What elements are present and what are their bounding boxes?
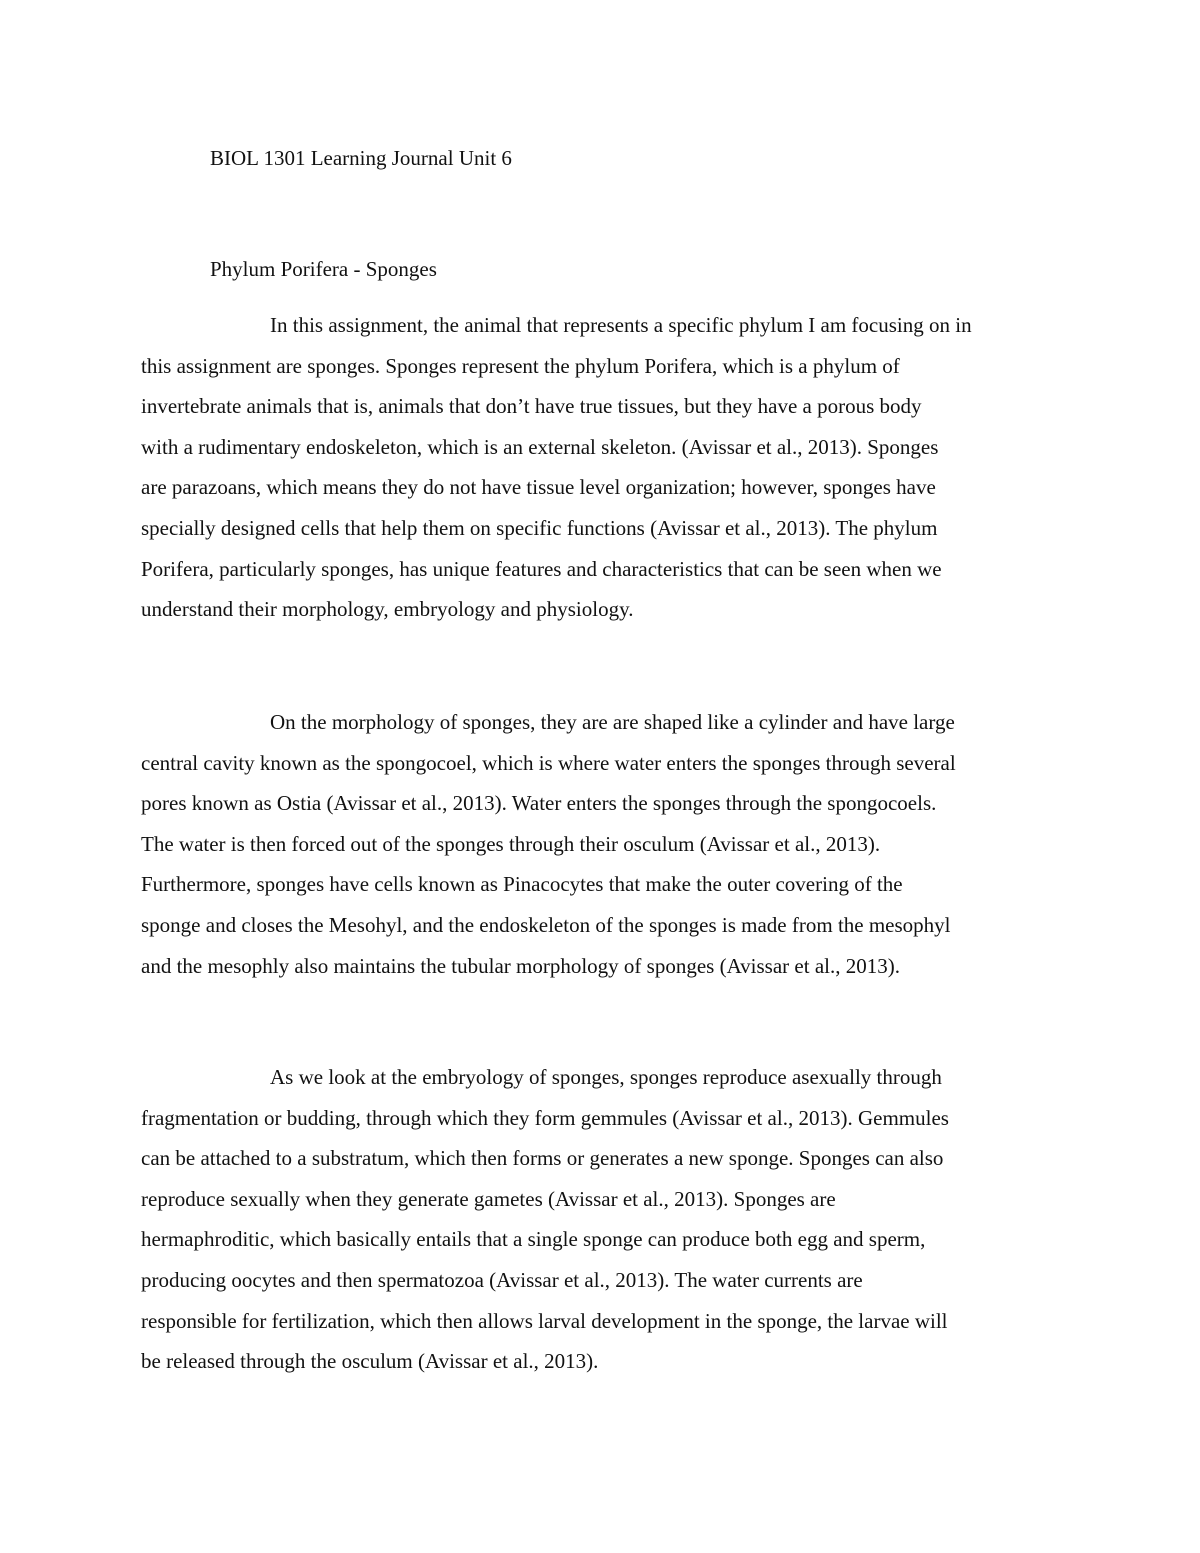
paragraph-line: In this assignment, the animal that represents a specific phylum I am focusing on in	[270, 313, 972, 337]
paragraph-line: and the mesophly also maintains the tubular morphology of sponges (Avissar et al., 2013).	[141, 953, 900, 978]
document-title: BIOL 1301 Learning Journal Unit 6	[210, 146, 512, 170]
document-subtitle: Phylum Porifera - Sponges	[210, 257, 437, 281]
paragraph-line: hermaphroditic, which basically entails that a single sponge can produce both egg and sperm,	[141, 1227, 926, 1252]
paragraph-morphology	[141, 702, 1061, 986]
paragraph-line: Porifera, particularly sponges, has unique features and characteristics that can be seen when we	[141, 556, 942, 581]
paragraph-line: The water is then forced out of the sponges through their osculum (Avissar et al., 2013).	[141, 831, 881, 856]
paragraph-line: On the morphology of sponges, they are are shaped like a cylinder and have large	[270, 710, 955, 734]
paragraph-line: sponge and closes the Mesohyl, and the endoskeleton of the sponges is made from the mesophyl	[141, 912, 951, 937]
paragraph-line: understand their morphology, embryology and physiology.	[141, 597, 634, 622]
paragraph-line: pores known as Ostia (Avissar et al., 2013). Water enters the sponges through the spongocoels.	[141, 791, 937, 816]
paragraph-line: central cavity known as the spongocoel, which is where water enters the sponges through several	[141, 750, 956, 775]
paragraph-introduction	[141, 305, 1061, 630]
paragraph-line: can be attached to a substratum, which then forms or generates a new sponge. Sponges can also	[141, 1146, 944, 1171]
paragraph-line: producing oocytes and then spermatozoa (Avissar et al., 2013). The water currents are	[141, 1267, 863, 1292]
paragraph-line: responsible for fertilization, which then allows larval development in the sponge, the larvae will	[141, 1308, 948, 1333]
paragraph-line: invertebrate animals that is, animals that don’t have true tissues, but they have a porous body	[141, 394, 922, 419]
paragraph-line: be released through the osculum (Avissar et al., 2013).	[141, 1349, 599, 1374]
paragraph-line: fragmentation or budding, through which they form gemmules (Avissar et al., 2013). Gemmules	[141, 1105, 949, 1130]
paragraph-line: specially designed cells that help them on specific functions (Avissar et al., 2013). The phylum	[141, 515, 938, 540]
paragraph-embryology	[141, 1057, 1061, 1382]
paragraph-line: reproduce sexually when they generate gametes (Avissar et al., 2013). Sponges are	[141, 1186, 836, 1211]
paragraph-line: Furthermore, sponges have cells known as Pinacocytes that make the outer covering of the	[141, 872, 903, 897]
paragraph-line: As we look at the embryology of sponges, sponges reproduce asexually through	[270, 1065, 942, 1089]
paragraph-line: are parazoans, which means they do not have tissue level organization; however, sponges have	[141, 475, 936, 500]
paragraph-line: this assignment are sponges. Sponges represent the phylum Porifera, which is a phylum of	[141, 353, 900, 378]
paragraph-line: with a rudimentary endoskeleton, which is an external skeleton. (Avissar et al., 2013). Sponges	[141, 434, 939, 459]
